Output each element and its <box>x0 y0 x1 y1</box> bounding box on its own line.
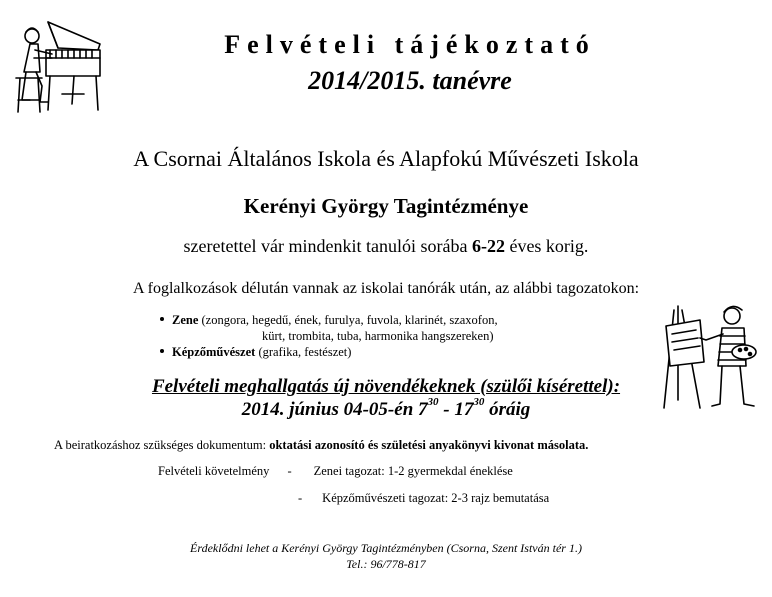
welcome-before: szeretettel vár mindenkit tanulói sorába <box>183 236 472 256</box>
audition-date <box>0 396 772 421</box>
welcome-text <box>0 236 772 257</box>
department-detail-cont: kürt, trombita, tuba, harmonika hangszereken) <box>262 329 494 343</box>
date-sep: - 17 <box>438 399 474 420</box>
department-art <box>160 344 600 360</box>
school-name: A Csornai Általános Iskola és Alapfokú Művészeti Iskola <box>133 146 639 171</box>
requirement-dash: - <box>298 491 303 505</box>
bullet-icon <box>160 317 164 321</box>
contact-info: Érdeklődni lehet a Kerényi György Tagintézményben (Csorna, Szent István tér 1.) <box>190 541 582 555</box>
start-minutes: 30 <box>427 396 439 408</box>
requirement-art <box>298 491 549 506</box>
contact-phone: Tel.: 96/778-817 <box>346 557 426 571</box>
department-name: Képzőművészet <box>172 345 256 359</box>
department-detail: (zongora, hegedű, ének, furulya, fuvola, klarinét, szaxofon, <box>198 313 498 327</box>
department-detail: (grafika, festészet) <box>255 345 352 359</box>
department-music <box>160 312 600 344</box>
requirement-music-text: Zenei tagozat: 1-2 gyermekdal éneklése <box>313 464 513 478</box>
requirement-music <box>158 464 513 479</box>
branch-name: Kerényi György Tagintézménye <box>243 194 529 218</box>
required-documents <box>54 438 754 453</box>
welcome-after: éves korig. <box>504 236 589 256</box>
school-year: 2014/2015. tanévre <box>308 66 512 95</box>
date-suffix: óráig <box>484 399 531 420</box>
requirement-dash: - <box>287 464 292 478</box>
pianist-illustration <box>8 14 106 118</box>
end-minutes: 30 <box>473 396 485 408</box>
sessions-text: A foglalkozások délután vannak az iskolai tanórák után, az alábbi tagozatokon: <box>132 280 640 297</box>
requirements-label: Felvételi követelmény <box>158 464 270 478</box>
bullet-icon <box>160 349 164 353</box>
date-prefix: 2014. június 04-05-én 7 <box>241 399 428 420</box>
department-name: Zene <box>172 313 199 327</box>
requirement-art-text: Képzőművészeti tagozat: 2-3 rajz bemutatása <box>322 491 550 505</box>
department-list <box>160 312 600 360</box>
documents-items: oktatási azonosító és születési anyakönyvi kivonat másolata. <box>269 438 589 452</box>
documents-label: A beiratkozáshoz szükséges dokumentum: <box>54 438 270 452</box>
age-range: 6-22 <box>471 236 505 256</box>
audition-title: Felvételi meghallgatás új növendékeknek (szülői kísérettel): <box>151 376 621 397</box>
page-title: Felvételi tájékoztató <box>224 30 596 59</box>
